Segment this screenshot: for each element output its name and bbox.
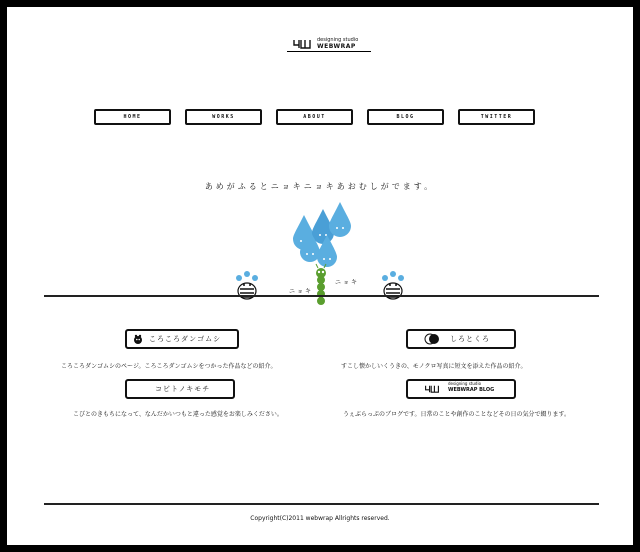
- logo-name: WEBWRAP: [317, 43, 356, 50]
- nav-works-button[interactable]: WORKS: [185, 109, 262, 125]
- page-frame: [7, 7, 633, 545]
- scene-illustration: [7, 197, 633, 307]
- logo-mark-icon: [424, 385, 440, 393]
- footer-line: [44, 503, 599, 505]
- korokoro-description: ころころダンゴムシのページ。ころころダンゴムシをつかった作品などの紹介。: [61, 363, 277, 370]
- blog-label: WEBWRAP BLOG: [448, 387, 495, 393]
- korokoro-label: ころころダンゴムシ: [149, 335, 222, 343]
- logo-mark-icon: [293, 39, 311, 49]
- nikoki-label-right: ニョキ: [335, 279, 360, 286]
- copyright-text: Copyright(C)2011 webwrap Allrights reserved.: [250, 515, 390, 522]
- black-white-circles-icon: [424, 333, 440, 345]
- webwrap-blog-button[interactable]: [406, 379, 516, 399]
- nav-about-button[interactable]: ABOUT: [276, 109, 353, 125]
- bug-icon: [133, 334, 143, 344]
- content-links: [7, 327, 633, 437]
- shiro-kuro-button[interactable]: [406, 329, 516, 349]
- kobito-description: こびとのきもちになって、なんだかいつもと違った感覚をお楽しみください。: [73, 411, 283, 418]
- kobito-label: コビトノキモチ: [155, 385, 211, 393]
- raindrop-icon: [329, 202, 351, 237]
- blog-description: うぇぶらっぷのブログです。日常のことや創作のことなどその日の気分で綴ります。: [343, 411, 571, 418]
- shiro-kuro-description: すこし懐かしいくうきの、モノクロ写真に短文を添えた作品の紹介。: [341, 363, 527, 370]
- nav-home-button[interactable]: HOME: [94, 109, 171, 125]
- nikoki-label-left: ニョキ: [289, 288, 314, 295]
- blog-tagline: designing studio: [448, 381, 482, 386]
- ground-line: [44, 295, 599, 297]
- caterpillar-icon: [316, 264, 326, 305]
- nav-twitter-button[interactable]: TWITTER: [458, 109, 535, 125]
- korokoro-button[interactable]: [125, 329, 239, 349]
- shiro-kuro-label: しろとくろ: [450, 335, 490, 343]
- nav-blog-button[interactable]: BLOG: [367, 109, 444, 125]
- kobito-button[interactable]: [125, 379, 235, 399]
- logo-tagline: designing studio: [317, 37, 359, 43]
- logo-underline: [287, 51, 371, 52]
- rain-scene: [7, 197, 633, 307]
- site-logo[interactable]: [287, 37, 371, 53]
- hero-tagline: あめがふるとニョキニョキあおむしがでます。: [204, 182, 436, 191]
